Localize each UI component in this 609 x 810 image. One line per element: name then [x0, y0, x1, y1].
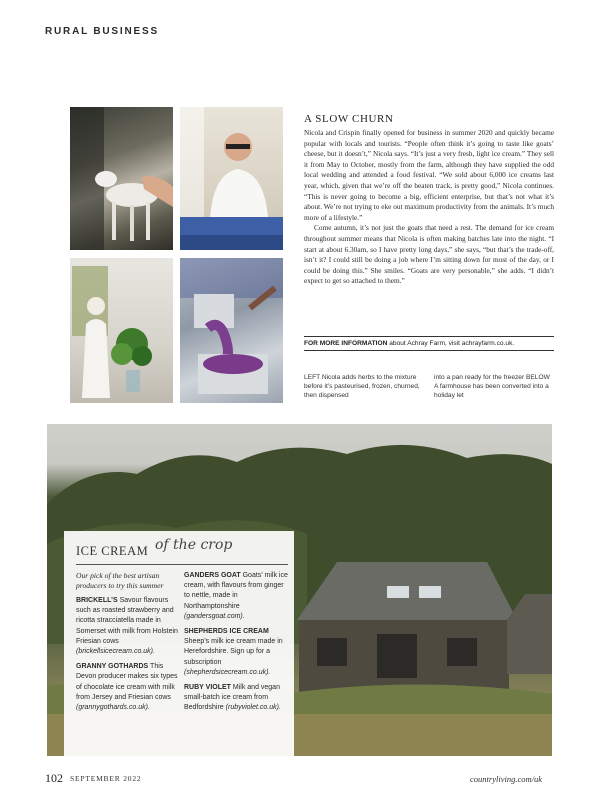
goat-photo	[70, 107, 173, 250]
sidebar-column-2	[184, 571, 288, 719]
producer-site: (grannygothards.co.uk).	[76, 704, 150, 712]
article-paragraph: Nicola and Crispin finally opened for business in summer 2020 and quickly became popular with locals and tourists. “People often think it’s going to taste like goats’ cheese, but it doesn’t,” Nicola says. “It’s just a very fresh, light ice cream.” They sell it from May to October, mostly from the farm, although they have supplied the odd local wedding and attended a food festival. “We sold about 6,000 ice creams last year, which, given that we’re off the beaten track, is pretty good,” Nicola continues. “This is never going to become a big, efficient enterprise, but that’s not what it’s about. We’re not trying to eke out maximum productivity from the animals. It’s much more of a lifestyle.”	[304, 128, 554, 222]
producer-name: GRANNY GOTHARDS	[76, 663, 149, 671]
more-info-text: about Achray Farm, visit achrayfarm.co.uk.	[389, 340, 515, 347]
page-number: 102	[45, 771, 63, 785]
more-info-label: FOR MORE INFORMATION	[304, 340, 388, 347]
producer-text: Savour flavours such as roasted strawberry and ricotta stracciatella made in Somerset with milk from Holstein Friesian cows	[76, 597, 178, 645]
ice-cream-machine-photo	[180, 258, 283, 403]
sidebar-title: ICE CREAM	[76, 544, 149, 558]
producer-entry	[184, 627, 288, 678]
sidebar-title-script: of the crop	[155, 537, 233, 553]
producer-site: (shepherdsicecream.co.uk).	[184, 668, 271, 676]
more-info-line	[304, 336, 554, 351]
producer-name: GANDERS GOAT	[184, 572, 241, 579]
site-url: countryliving.com/uk	[470, 774, 542, 784]
caption-right: into a pan ready for the freezer BELOW A farmhouse has been converted into a holiday let	[434, 374, 550, 399]
producer-site: (rubyviolet.co.uk).	[225, 704, 281, 712]
producer-entry	[76, 662, 178, 713]
producer-site: (gandersgoat.com).	[184, 612, 245, 620]
issue-date: SEPTEMBER 2022	[70, 774, 142, 783]
producer-text: Sheep’s milk ice cream made in Herefordshire. Sign up for a subscription	[184, 638, 283, 666]
article-heading: A SLOW CHURN	[304, 113, 394, 125]
article-body	[304, 128, 554, 287]
producer-text: Goats’ milk ice cream, with flavours from ginger to nettle, made in Northamptonshire	[184, 572, 288, 610]
herbs-photo	[70, 258, 173, 403]
producer-text: Milk and vegan small-batch ice cream from Bedfordshire	[184, 684, 280, 712]
producer-entry	[76, 596, 178, 657]
producer-entry	[184, 571, 288, 622]
producer-text: This Devon producer makes six types of chocolate ice cream with milk from Jersey and Friesian cows	[76, 663, 178, 701]
section-label: RURAL BUSINESS	[45, 26, 159, 37]
sidebar-column-1	[76, 571, 178, 718]
portrait-photo	[180, 107, 283, 250]
producer-name: RUBY VIOLET	[184, 684, 231, 692]
producer-name: BRICKELL’S	[76, 597, 118, 604]
producer-name: SHEPHERDS ICE CREAM	[184, 628, 269, 636]
article-paragraph: Come autumn, it’s not just the goats that need a rest. The demand for ice cream throughout summer means that Nicola is often making batches late into the night. “I start at about 6.30am, so I have pretty long days,” she says, “but that’s the trade-off, isn’t it? I could still be doing a job where I’m sitting down for most of the day, or I could be doing this.” She smiles. “Goats are very personable,” she adds. “I didn’t expect to get so attached to them.”	[304, 223, 554, 286]
sidebar-intro: Our pick of the best artisan producers to try this summer	[76, 571, 164, 590]
producer-site: (brickellsicecream.co.uk).	[76, 648, 155, 656]
producer-entry	[184, 683, 288, 714]
sidebar-rule	[76, 564, 288, 565]
caption-left: LEFT Nicola adds herbs to the mixture before it’s pasteurised, frozen, churned, then dispensed	[304, 374, 420, 399]
